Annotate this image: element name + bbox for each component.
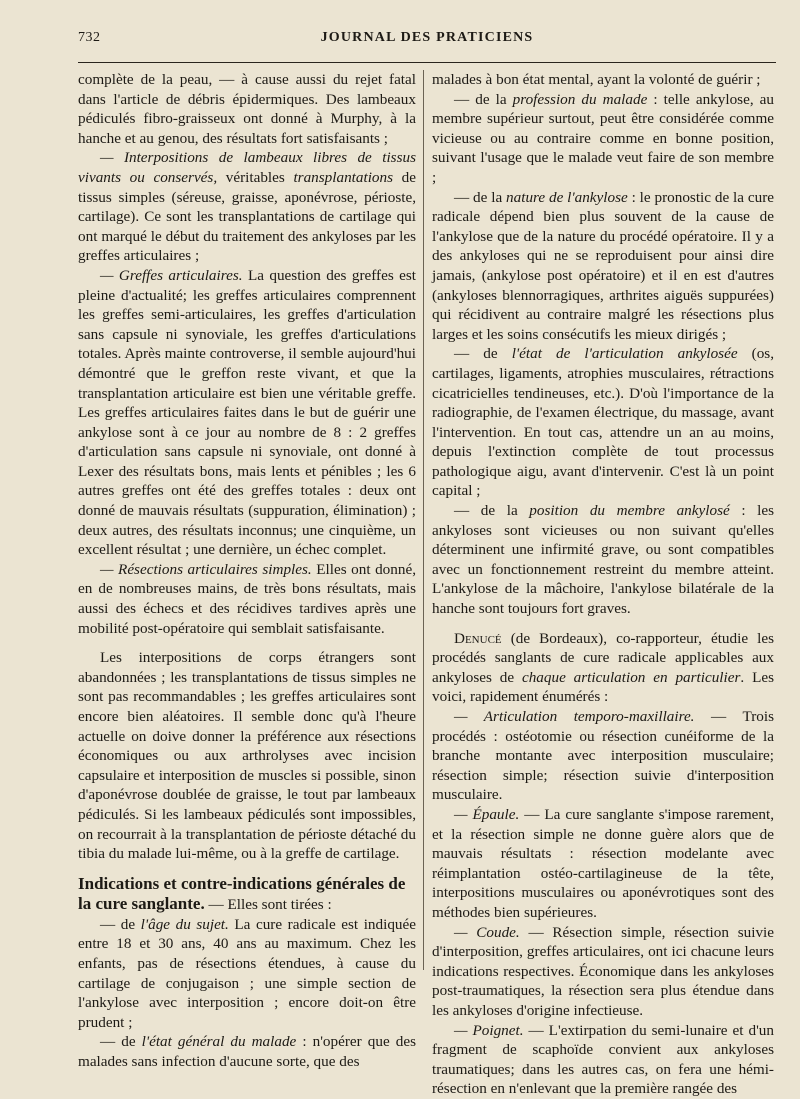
paragraph (432, 805, 774, 923)
italic-phrase: — Coude. (454, 923, 520, 941)
text-run: — Trois procédés : ostéotomie ou résection cunéiforme de la branche montante avec interposition musculaire; résection simple; résection suivie d'interposition musculaire. (432, 708, 774, 804)
paragraph: malades à bon état mental, ayant la volonté de guérir ; (432, 71, 761, 88)
text-run: (de Bordeaux), co-rapporteur, étudie les procédés sanglants de cure radicale applicables aux ankyloses de (432, 629, 774, 686)
text-run: — L'extirpation du semi-lunaire et d'un fragment de scaphoïde convient aux ankyloses traumatiques; dans les autres cas, on fera une hémi-résection en n'enlevant que la première rangée des (432, 1021, 774, 1098)
header-rule (78, 62, 776, 63)
right-column (432, 70, 774, 1099)
section-heading (78, 874, 416, 915)
text-run: La cure radicale est indiquée entre 18 et 30 ans, 40 ans au maximum. Chez les enfants, pas de résections étendues, à cause du cartilage de conjugaison ; une simple section de l'ankylose avec interposition ; encore doit-on être prudent ; (78, 915, 416, 1031)
text-run: — de la (454, 90, 513, 108)
paragraph (432, 707, 774, 805)
paragraph (78, 560, 416, 638)
column-divider (423, 70, 424, 970)
paragraph (78, 148, 416, 266)
text-run: : le pronostic de la cure radicale dépend bien plus souvent de la cause de l'ankylose que de la nature du procédé opératoire. Il y a des ankyloses qui ne se reproduisent pour ainsi dire jamais, (ankylose post opératoire) et il en est d'autres (ankyloses blennorragiques, arthrites aiguës suppurées) qui récidivent au contraire malgré les résections plus larges et les soins consécutifs les mieux dirigés ; (432, 188, 774, 343)
paragraph (432, 923, 774, 1021)
heading-continuation: — Elles sont tirées : (204, 895, 332, 913)
text-run: — de (100, 1033, 142, 1051)
text-run: — de la (454, 502, 530, 520)
text-run: — La cure sanglante s'impose rarement, et la résection simple ne donne guère alors que de mauvais résultats : résection modelante avec réimplantation ostéo-cartilagineuse de la tête, interpositions musculaires ou aponévrotiques sont des méthodes bien supérieures. (432, 805, 774, 921)
paragraph (432, 90, 774, 188)
paragraph (432, 501, 774, 619)
paragraph (78, 266, 416, 560)
text-run: de tissus simples (séreuse, graisse, aponévrose, périoste, cartilage). Ce sont les transplantations de cartilage qui ont marqué le début du traitement des ankyloses par les greffes articulaires ; (78, 168, 416, 265)
italic-phrase: — Interpositions de lambeaux libres de tissus vivants ou conservés, (78, 149, 416, 186)
italic-phrase: — Poignet. (454, 1021, 524, 1039)
paragraph (432, 629, 774, 707)
text-run: : les ankyloses sont vicieuses ou non suivant qu'elles déterminent une infirmité grave, ou sont compatibles avec un fonctionnement restreint du membre atteint. L'ankylose de la mâchoire, l'ankylose bilatérale de la hanche sont toujours fort graves. (432, 502, 775, 618)
text-run: (os, cartilages, ligaments, atrophies musculaires, rétractions cicatricielles tendineuses, etc.). D'où l'importance de la radiographie, de l'examen électrique, du massage, avant l'intervention. En tout cas, attendre un an au moins, depuis l'extinction complète de tout processus pathologique aigu, avant d'intervenir. C'est là un point capital ; (432, 345, 774, 500)
italic-phrase: — Résections articulaires simples. (100, 560, 312, 578)
text-run: . Les voici, rapidement énumérés : (432, 668, 774, 706)
author-name: Denucé (454, 629, 502, 647)
text-run: : telle ankylose, au membre supérieur surtout, peut être considérée comme vicieuse ou au contraire comme en bonne position, suivant l'usage que le malade veut faire de son membre ; (432, 90, 775, 186)
paragraph (432, 188, 774, 345)
page-number: 732 (78, 30, 101, 45)
paragraph (78, 1032, 416, 1071)
italic-phrase: l'âge du sujet. (140, 915, 229, 933)
text-run: — Résection simple, résection suivie d'interposition, greffes articulaires, ont ici chacune leurs indications respectives. Économique dans les ankyloses post-traumatiques, la résection sera plus étendue dans les ankyloses d'origine infectieuse. (432, 923, 775, 1019)
text-run: véritables (217, 168, 294, 186)
text-run: La question des greffes est pleine d'actualité; les greffes articulaires comprennent les greffes semi-articulaires, les greffes d'articulation sans capsule ni synoviale, les greffes d'articulations totales. Après mainte controverse, il semble aujourd'hui démontré que le greffon reste vivant, et que la transplantation articulaire est bien une véritable greffe. Les greffes articulaires faites dans le but de guérir une ankylose sont à ce jour au nombre de 8 : 2 greffes d'articulation sans capsule ni synoviale, ont donné à Lexer des résultats bons, mais lents et pénibles ; les 6 autres greffes ont été des greffes totales : deux ont donné de mauvais résultats (suppuration, élimination) ; deux autres, des résultats inconnus; une cinquième, un excellent résultat ; une dernière, un échec complet. (78, 266, 416, 559)
text-run: — de (454, 345, 512, 363)
italic-phrase: l'état de l'articulation ankylosée (511, 345, 738, 363)
left-column (78, 70, 416, 1072)
paragraph (78, 915, 416, 1033)
italic-phrase: nature de l'ankylose (506, 188, 628, 206)
italic-phrase: — Greffes articulaires. (100, 266, 243, 284)
italic-phrase: l'état général du malade (141, 1033, 297, 1051)
text-run: Elles ont donné, en de nombreuses mains, de très bons résultats, mais aussi des échecs et des récidives tardives après une mobilité post-opératoire qui semblait satisfaisante. (78, 560, 416, 637)
paragraph: complète de la peau, — à cause aussi du rejet fatal dans l'article de débris épidermiques. Des lambeaux pédiculés fibro-graisseux ont donné à Murphy, à la hanche et au genou, des résultats fort satisfaisants ; (78, 71, 416, 147)
italic-phrase: chaque articulation en particulier (521, 668, 741, 686)
italic-phrase: profession du malade (512, 90, 648, 108)
italic-phrase: position du membre ankylosé (529, 502, 730, 520)
heading-text: Indications et contre-indications générales de la cure sanglante. (78, 873, 406, 913)
italic-phrase: transplantations (293, 168, 394, 186)
text-run: : n'opérer que des malades sans infection d'aucune sorte, que des (78, 1033, 416, 1070)
running-header (78, 30, 776, 54)
paragraph: Les interpositions de corps étrangers sont abandonnées ; les transplantations de tissus simples ne sont pas recommandables ; les greffes articulaires sont encore bien aléatoires. Il semble donc qu'à l'heure actuelle on doive donner la préférence aux résections économiques ou aux arthrolyses avec incision capsulaire et interposition de muscles si possible, sinon d'aponévrose doublée de graisse, le tout par lambeaux pédiculés. Si les lambeaux pédiculés sont impossibles, on recourrait à la transplantation de périoste détaché du tibia du malade lui-même, ou à la greffe de cartilage. (78, 649, 416, 863)
paragraph (432, 1021, 774, 1099)
journal-title: JOURNAL DES PRATICIENS (320, 30, 534, 45)
text-run: — de (100, 915, 141, 933)
italic-phrase: — Articulation temporo-maxillaire. (454, 708, 695, 725)
text-run: — de la (454, 188, 507, 206)
italic-phrase: — Épaule. (454, 805, 520, 823)
paragraph (432, 344, 774, 501)
